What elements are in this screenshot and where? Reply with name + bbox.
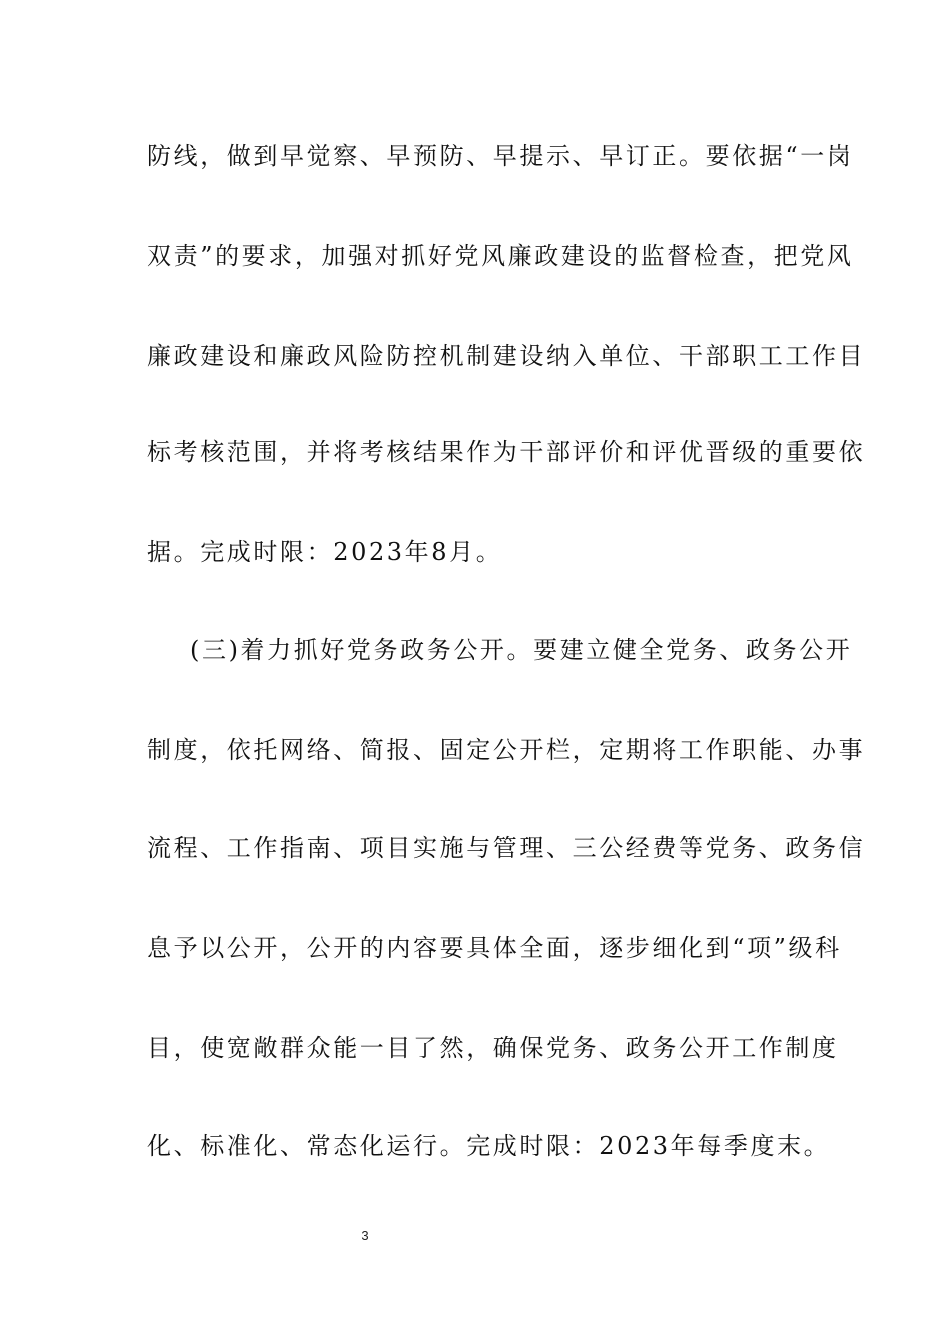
text-line: 流程、工作指南、项目实施与管理、三公经费等党务、政务信 [147,834,866,862]
text-line: 息予以公开，公开的内容要具体全面，逐步细化到“项”级科 [147,934,842,962]
text-line: 目，使宽敞群众能一目了然，确保党务、政务公开工作制度 [147,1034,839,1062]
text-line: 双责”的要求，加强对抓好党风廉政建设的监督检查，把党风 [147,242,854,270]
text-line: 化、标准化、常态化运行。完成时限：2023年每季度末。 [147,1132,831,1160]
page-number: 3 [361,1228,369,1243]
text-line: (三)着力抓好党务政务公开。要建立健全党务、政务公开 [190,636,853,664]
text-line: 据。完成时限：2023年8月。 [147,538,503,566]
text-line: 防线，做到早觉察、早预防、早提示、早订正。要依据“一岗 [147,142,854,170]
text-line: 廉政建设和廉政风险防控机制建设纳入单位、干部职工工作目 [147,342,866,370]
text-line: 标考核范围，并将考核结果作为干部评价和评优晋级的重要依 [147,438,866,466]
text-line: 制度，依托网络、简报、固定公开栏，定期将工作职能、办事 [147,736,866,764]
